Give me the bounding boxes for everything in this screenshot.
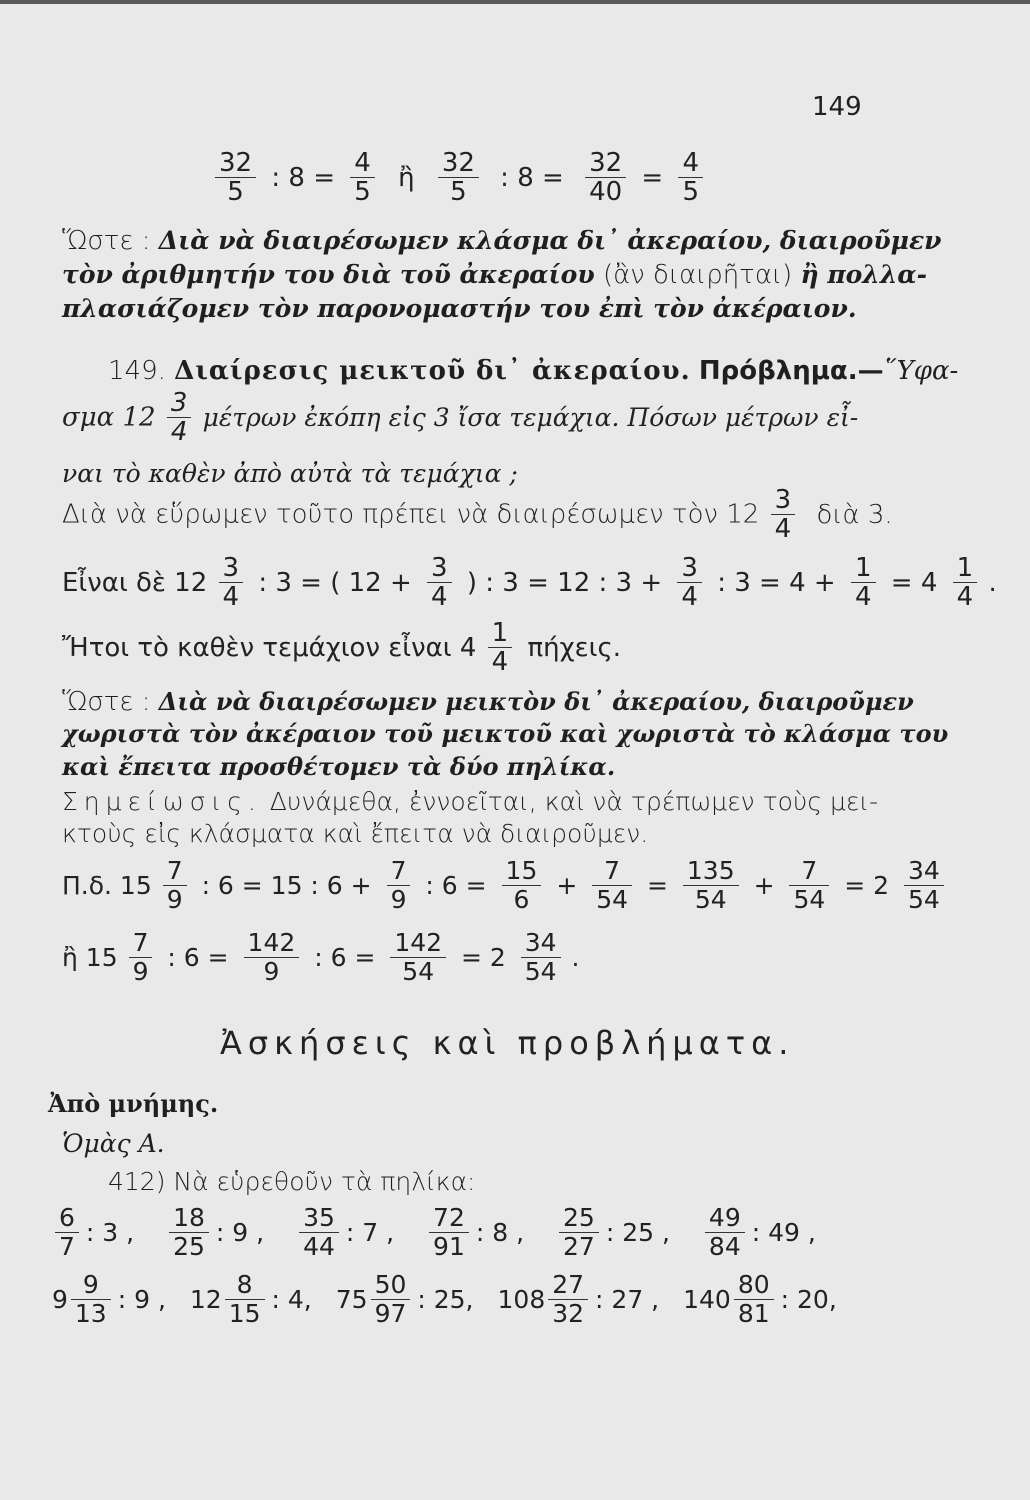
fraction-denominator: 32 (552, 1299, 585, 1328)
fraction-denominator: 5 (682, 177, 700, 207)
exercise-412: 412) Νὰ εὑρεθοῦν τὰ πηλίκα: (108, 1167, 476, 1196)
fraction-denominator: 91 (433, 1232, 465, 1261)
fraction-numerator: 32 (438, 149, 479, 178)
exercise-item (556, 1204, 674, 1261)
fraction-numerator: 4 (678, 149, 703, 178)
note-line-2: κτοὺς εἰς κλάσματα καὶ ἔπειτα νὰ διαιροῦμεν. (62, 819, 649, 848)
fraction-denominator: 5 (227, 177, 244, 207)
fraction-numerator: 4 (350, 149, 375, 178)
exercise-item (52, 1271, 170, 1328)
page-number: 149 (812, 92, 862, 122)
fraction-denominator: 44 (303, 1232, 335, 1261)
rule-1-line-1: Ὥστε : Διὰ νὰ διαιρέσωμεν κλάσμα δι᾿ ἀκεραίου, διαιροῦμεν (62, 226, 942, 256)
exercise-item (426, 1204, 528, 1261)
fraction (169, 1204, 209, 1261)
rule-1-line-3: πλασιάζομεν τὸν παρονομαστήν του ἐπὶ τὸν ἀκέραιον. (62, 294, 857, 323)
whole-part: 75 (335, 1285, 368, 1314)
fraction (705, 1204, 745, 1261)
whole-part: 12 (189, 1285, 222, 1314)
fraction-denominator: 5 (354, 177, 371, 207)
fraction (371, 1271, 411, 1328)
fraction-denominator: 40 (589, 177, 623, 207)
operator: = (641, 162, 664, 193)
exercise-item (336, 1271, 478, 1328)
section-149-line-4: Διὰ νὰ εὕρωμεν τοῦτο πρέπει νὰ διαιρέσωμεν τὸν 12 $\frac{3}{4}$ διὰ 3. (62, 485, 893, 544)
fraction-numerator: 80 (734, 1271, 774, 1300)
exercise-item (190, 1271, 316, 1328)
fraction (734, 1271, 774, 1328)
operator: ἢ (398, 162, 415, 193)
fraction-numerator: 35 (299, 1204, 339, 1233)
whole-part: 9 (52, 1285, 68, 1314)
exercise-item (702, 1204, 820, 1261)
rule-2-line-3: καὶ ἔπειτα προσθέτομεν τὰ δύο πηλίκα. (62, 752, 616, 781)
divisor: : 9 , (215, 1218, 265, 1247)
rule-1-line-2: τὸν ἀριθμητήν του διὰ τοῦ ἀκεραίου (ἂν διαιρῆται) ἢ πολλα- (62, 260, 927, 290)
divisor: : 25, (417, 1285, 474, 1314)
divisor: : 3 , (85, 1218, 135, 1247)
fraction (71, 1271, 111, 1328)
divisor: : 20, (780, 1285, 837, 1314)
divisor: : 7 , (345, 1218, 395, 1247)
section-149-line-3: ναι τὸ καθὲν ἀπὸ αὐτὰ τὰ τεμάχια ; (62, 459, 518, 488)
fraction-numerator: 9 (71, 1271, 111, 1300)
answer-line: Ἤτοι τὸ καθὲν τεμάχιον εἶναι 4 $\frac{1}{4}$ πήχεις. (62, 618, 621, 677)
rule-2-line-1: Ὥστε : Διὰ νὰ διαιρέσωμεν μεικτὸν δι᾿ ἀκεραίου, διαιροῦμεν (62, 687, 914, 717)
fraction-numerator: 50 (371, 1271, 411, 1300)
fraction-numerator: 27 (548, 1271, 588, 1300)
exercise-item (296, 1204, 398, 1261)
group-label: Ὁμὰς Α. (62, 1129, 165, 1158)
fraction-numerator: 18 (169, 1204, 209, 1233)
fraction-denominator: 25 (173, 1232, 205, 1261)
section-149-line-2: σμα 12 $\frac{3}{4}$ μέτρων ἐκόπη εἰς 3 ἴσα τεμάχια. Πόσων μέτρων εἶ- (62, 388, 859, 447)
whole-part: 140 (683, 1285, 731, 1314)
equation-2: Εἶναι δὲ 12 $\frac{3}{4}$ : 3 = ( 12 + $\frac{3}{4}$ ) : 3 = 12 : 3 + $\frac{3}{4}$ : 3 = 4 + $\frac{1}{4}$ = 4 $\frac{1}{4}$ . (62, 553, 997, 612)
exercises-title: Ἀσκήσεις καὶ προβλήματα. (220, 1024, 795, 1062)
operator: : 8 = (271, 162, 335, 193)
divisor: : 8 , (475, 1218, 525, 1247)
section-title: Διαίρεσις μεικτοῦ δι᾿ ἀκεραίου. (174, 356, 691, 386)
fraction-numerator: 32 (585, 149, 626, 178)
section-149-heading: 149. Διαίρεσις μεικτοῦ δι᾿ ἀκεραίου. Πρόβλημα.—῞Υφα- (108, 356, 959, 386)
fraction-numerator: 8 (225, 1271, 265, 1300)
fraction-denominator: 27 (563, 1232, 595, 1261)
exercise-item (683, 1271, 841, 1328)
whole-part: 108 (497, 1285, 546, 1314)
fraction-denominator: 7 (59, 1232, 75, 1261)
fraction-denominator: 97 (374, 1299, 407, 1328)
fraction-denominator: 13 (74, 1299, 107, 1328)
divisor: : 49 , (751, 1218, 816, 1247)
divisor: : 4, (271, 1285, 312, 1314)
rule-2-line-2: χωριστὰ τὸν ἀκέραιον τοῦ μεικτοῦ καὶ χωριστὰ τὸ κλάσμα του (62, 719, 949, 748)
fraction-numerator: 72 (429, 1204, 469, 1233)
fraction (55, 1204, 79, 1261)
fraction (559, 1204, 599, 1261)
divisor: : 25 , (605, 1218, 670, 1247)
fraction-denominator: 81 (737, 1299, 770, 1328)
fraction-denominator: 84 (708, 1232, 741, 1261)
divisor: : 27 , (595, 1285, 660, 1314)
equation-1 (212, 149, 706, 206)
fraction-numerator: 49 (705, 1204, 745, 1233)
equation-4: ἢ 15 $\frac{7}{9}$ : 6 = $\frac{142}{9}$ : 6 = $\frac{142}{54}$ = 2 $\frac{34}{54}$ . (62, 928, 580, 986)
exercise-item (52, 1204, 138, 1261)
exercise-row-2 (52, 1271, 1012, 1328)
divisor: : 9 , (117, 1285, 166, 1314)
fraction (225, 1271, 265, 1328)
fraction-denominator: 5 (450, 177, 467, 207)
note-line-1: Σημείωσις. Δυνάμεθα, ἐννοεῖται, καὶ νὰ τρέπωμεν τοὺς μει- (62, 787, 879, 816)
fraction-denominator: 15 (228, 1299, 261, 1328)
fraction-numerator: 6 (55, 1204, 79, 1233)
fraction-numerator: 32 (215, 149, 256, 178)
fraction (299, 1204, 339, 1261)
fraction (429, 1204, 469, 1261)
equation-3: Π.δ. 15 $\frac{7}{9}$ : 6 = 15 : 6 + $\frac{7}{9}$ : 6 = $\frac{15}{6}$ + $\frac{7}{54}$ = $\frac{135}{54}$ + $\frac{7}{54}$ = 2 $\frac{34}{54}$ (62, 857, 947, 914)
exercise-item (166, 1204, 268, 1261)
fraction (548, 1271, 588, 1328)
operator: : 8 = (500, 162, 564, 193)
from-memory-label: Ἀπὸ μνήμης. (48, 1089, 219, 1118)
fraction-numerator: 25 (559, 1204, 599, 1233)
exercise-item (498, 1271, 664, 1328)
exercise-row-1 (52, 1204, 1012, 1261)
